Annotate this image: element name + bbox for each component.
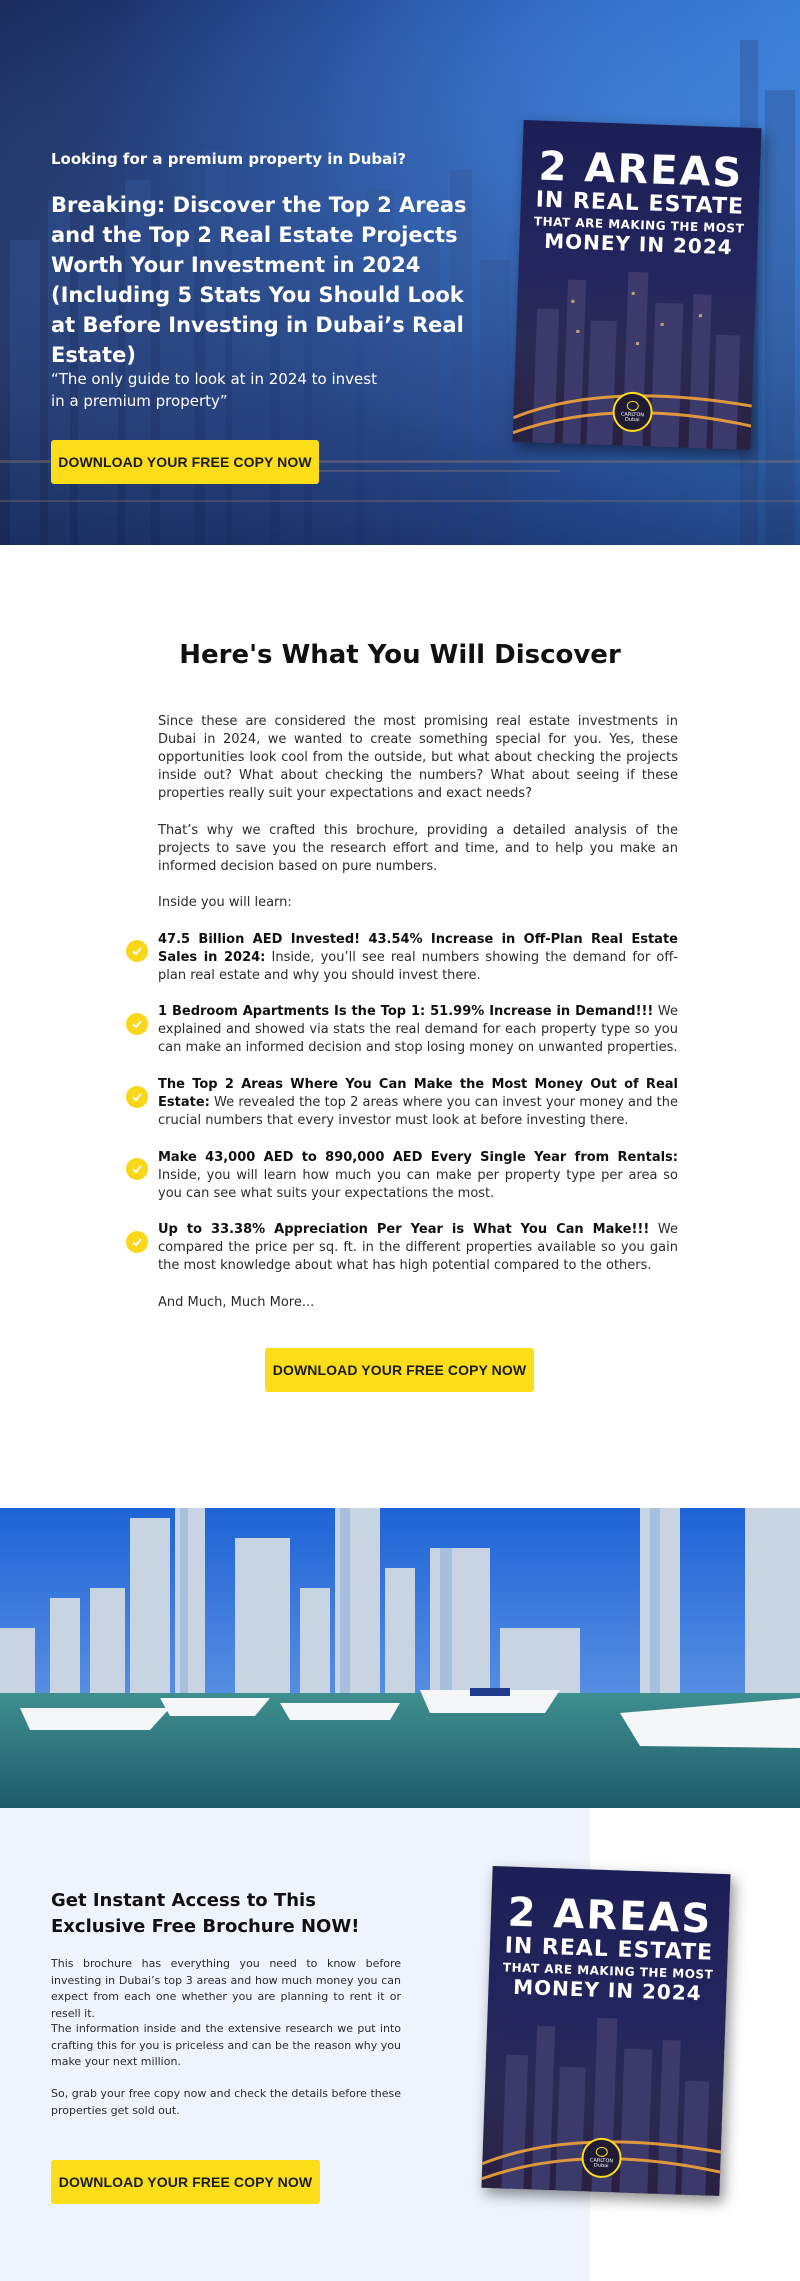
bullet-bold: The Top 2 Areas Where You Can Make the Most Money Out of Real Estate: — [158, 1077, 678, 1110]
check-icon — [126, 1086, 148, 1108]
check-icon — [126, 1013, 148, 1035]
discover-more: And Much, Much More... — [158, 1295, 315, 1310]
bullet-text: We revealed the top 2 areas where you can invest your money and the crucial numbers that every investor must look at before investing there. — [158, 1095, 678, 1128]
access-title: Get Instant Access to This Exclusive Free Brochure NOW! — [51, 1890, 360, 1937]
discover-brochure-text: That’s why we crafted this brochure, providing a detailed analysis of the projects to save you the research effort and time, and to help you make an informed decision based on pure numbers. — [158, 823, 678, 874]
bullet-text: Inside, you will learn how much you can make per property type per area so you can see what suits your expectations the most. — [158, 1168, 678, 1201]
bullet-item — [158, 1149, 678, 1203]
check-icon — [126, 940, 148, 962]
logo-sub: Dubai — [593, 2162, 609, 2170]
hero-eyebrow: Looking for a premium property in Dubai? — [51, 150, 407, 168]
bullet-bold: Make 43,000 AED to 890,000 AED Every Single Year from Rentals: — [158, 1150, 678, 1165]
hero-quote — [51, 368, 391, 412]
hero-quote-line-1: “The only guide to look at in 2024 to invest — [51, 370, 377, 388]
brochure-title-line-1: 2 AREAS — [506, 1889, 714, 1943]
hero-headline: Breaking: Discover the Top 2 Areas and the Top 2 Real Estate Projects Worth Your Investment in 2024 (Including 5 Stats You Should Look at Before Investing in Dubai’s Real Estate) — [51, 193, 467, 367]
bullet-item — [158, 1076, 678, 1130]
hero-quote-line-2: in a premium property” — [51, 392, 228, 410]
access-download-button[interactable]: DOWNLOAD YOUR FREE COPY NOW — [51, 2160, 320, 2204]
dubai-marina-image — [0, 1508, 800, 1808]
brochure-title-line-1: 2 AREAS — [537, 143, 745, 197]
discover-title: Here's What You Will Discover — [179, 640, 621, 670]
discover-download-button[interactable]: DOWNLOAD YOUR FREE COPY NOW — [265, 1348, 534, 1392]
brochure-title-line-2: IN REAL ESTATE — [504, 1933, 714, 1966]
access-paragraph-1: This brochure has everything you need to know before investing in Dubai’s top 3 areas and how much money you can expect from each one whether you are planning to rent it or resell it. — [51, 1957, 401, 2020]
hero-download-button[interactable]: DOWNLOAD YOUR FREE COPY NOW — [51, 440, 319, 484]
bullet-text: We explained and showed via stats the real demand for each property type so you can make an informed decision and stop losing money on unwanted properties. — [158, 1004, 678, 1055]
bullet-text: Inside, you’ll see real numbers showing the demand for off-plan real estate and why you should invest there. — [158, 950, 678, 983]
bullet-item — [158, 1003, 678, 1057]
access-paragraph-2: The information inside and the extensive research we put into crafting this for you is priceless and can be the reason why you make your next million. — [51, 2022, 401, 2068]
logo-sub: Dubai — [624, 416, 640, 424]
brochure-title-line-3: THAT ARE MAKING THE MOST — [533, 214, 745, 236]
check-icon — [126, 1231, 148, 1253]
hero-section — [0, 0, 800, 545]
bullet-bold: Up to 33.38% Appreciation Per Year is What You Can Make!!! — [158, 1222, 650, 1237]
brochure-cover-bottom — [481, 1866, 730, 2196]
brochure-title-line-2: IN REAL ESTATE — [535, 187, 745, 220]
brochure-title — [519, 143, 761, 260]
discover-intro: Since these are considered the most promising real estate investments in Dubai in 2024, we wanted to create something special for you. Yes, these opportunities look cool from the outside, but what about checking the projects inside out? What about checking the numbers? What about seeing if these properties really suit your expectations and exact needs? — [158, 714, 678, 801]
discover-learn-label: Inside you will learn: — [158, 895, 292, 910]
brochure-title-line-3: THAT ARE MAKING THE MOST — [502, 1960, 714, 1982]
brochure-title — [488, 1889, 730, 2006]
brochure-cover-hero — [512, 120, 761, 450]
logo-name: CARLTON — [620, 411, 645, 418]
bullet-bold: 47.5 Billion AED Invested! 43.54% Increase in Off-Plan Real Estate Sales in 2024: — [158, 932, 678, 965]
bullet-text: We compared the price per sq. ft. in the different properties available so you gain the most knowledge about what has high potential compared to the others. — [158, 1222, 678, 1273]
logo-name: CARLTON — [589, 2157, 614, 2164]
bullet-item — [158, 931, 678, 985]
brochure-title-line-4: MONEY IN 2024 — [512, 1975, 703, 2006]
check-icon — [126, 1158, 148, 1180]
brochure-title-line-4: MONEY IN 2024 — [543, 229, 734, 260]
bullet-item — [158, 1221, 678, 1275]
access-paragraph-3: So, grab your free copy now and check the details before these properties get sold out. — [51, 2087, 401, 2117]
bullet-bold: 1 Bedroom Apartments Is the Top 1: 51.99% Increase in Demand!!! — [158, 1004, 654, 1019]
